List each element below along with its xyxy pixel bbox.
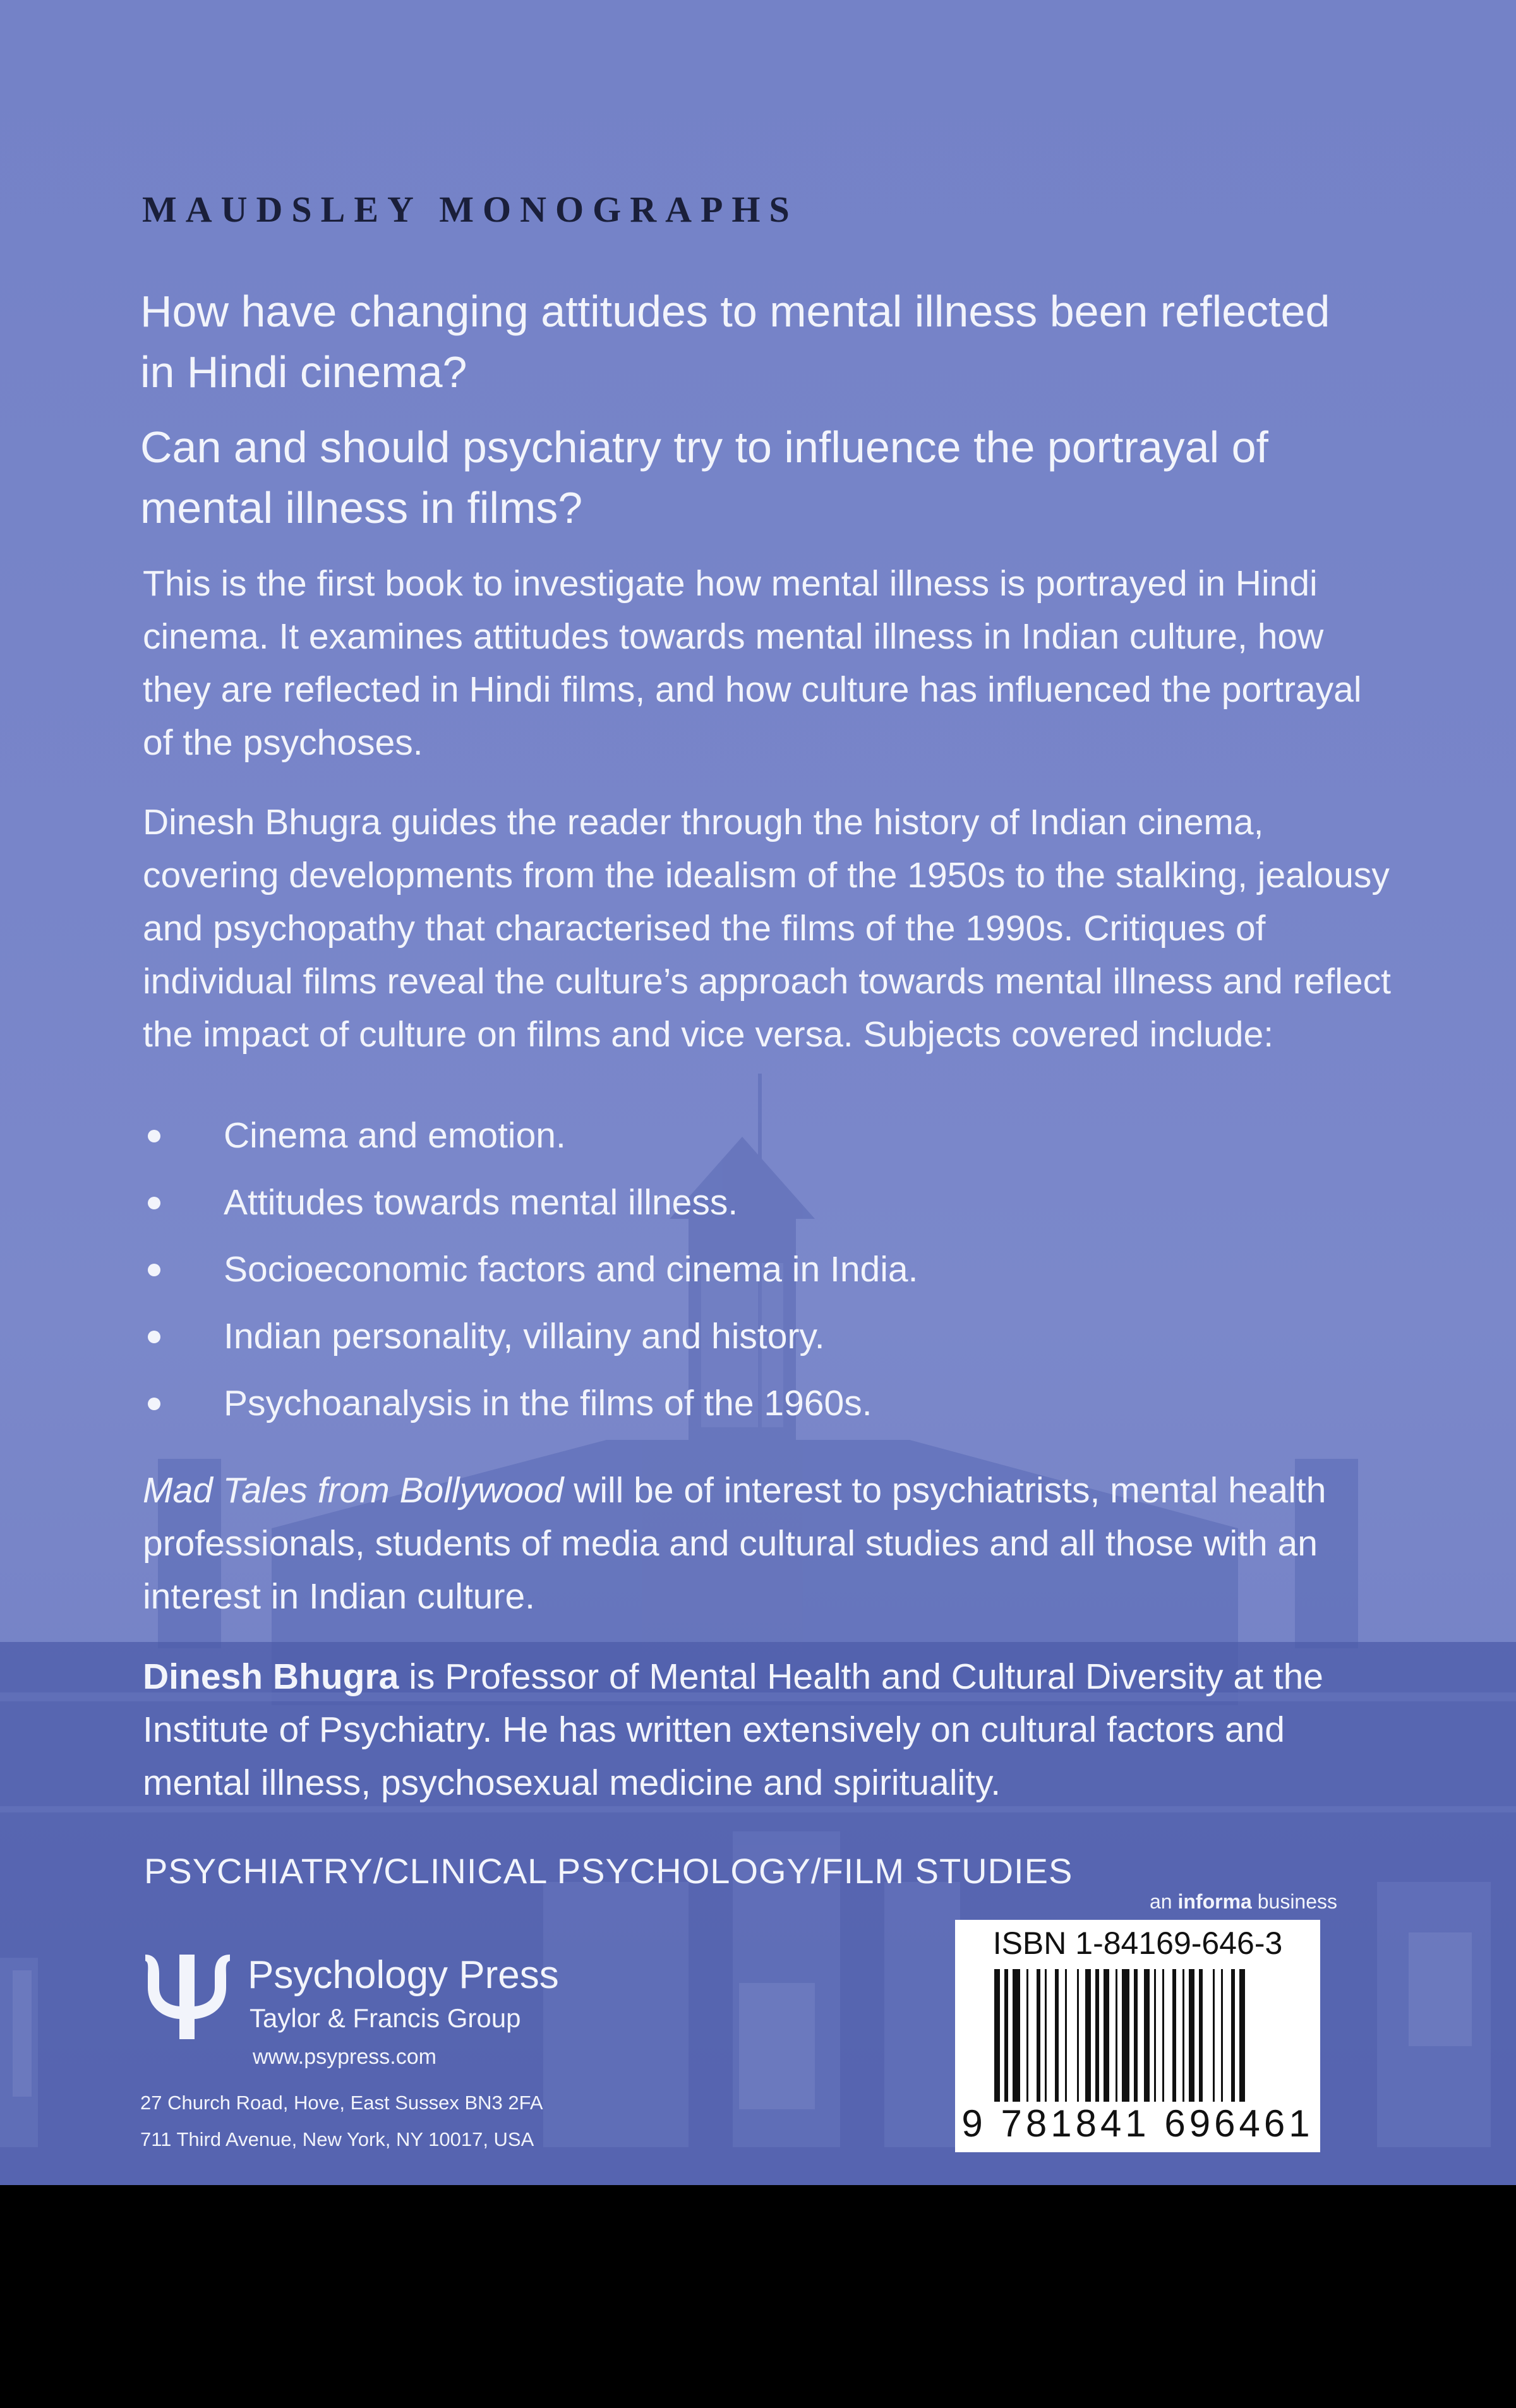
list-item: Psychoanalysis in the films of the 1960s. [143,1382,918,1449]
bullet-icon [148,1398,160,1410]
book-title: Mad Tales from Bollywood [143,1470,564,1511]
barcode-number: 9 781841 696461 [961,2102,1314,2145]
author-name: Dinesh Bhugra [143,1656,399,1697]
publisher-address-us: 711 Third Avenue, New York, NY 10017, USA [140,2128,534,2150]
bullet-icon [148,1264,160,1276]
isbn-label: ISBN 1-84169-646-3 [992,1926,1283,1961]
publisher-website: www.psypress.com [253,2045,436,2069]
bullet-icon [148,1197,160,1209]
interest-paragraph: Mad Tales from Bollywood will be of interest to psychiatrists, mental health professionals, students of media and cultural studies and all those with an interest in Indian culture. [143,1470,1326,1617]
subjects-list [143,1115,918,1449]
psi-icon [140,1948,235,2043]
publisher-group: Taylor & Francis Group [250,2003,521,2033]
list-item: Indian personality, villainy and history. [143,1315,918,1382]
isbn-barcode [955,1920,1320,2152]
subject-category: PSYCHIATRY/CLINICAL PSYCHOLOGY/FILM STUDIES [144,1851,1073,1891]
intro-paragraph: This is the first book to investigate how mental illness is portrayed in Hindi cinema. It examines attitudes towards mental illness in Indian culture, how they are reflected in Hindi films, and how culture has influenced the portrayal of the psychoses. [143,563,1362,763]
bullet-icon [148,1130,160,1142]
series-title: MAUDSLEY MONOGRAPHS [142,189,798,230]
question-1: How have changing attitudes to mental illness been reflected in Hindi cinema? [140,287,1330,397]
author-bio: Dinesh Bhugra is Professor of Mental Health and Cultural Diversity at the Institute of Psychiatry. He has written extensively on cultural factors and mental illness, psychosexual medicine and spirituality. [143,1656,1324,1803]
guide-paragraph: Dinesh Bhugra guides the reader through the history of Indian cinema, covering developments from the idealism of the 1950s to the stalking, jealousy and psychopathy that characterised the films of the 1990s. Critiques of individual films reveal the culture’s approach towards mental illness and reflect the impact of culture on films and vice versa. Subjects covered include: [143,802,1391,1055]
informa-tagline: an informa business [1150,1890,1338,1913]
publisher-address-uk: 27 Church Road, Hove, East Sussex BN3 2FA [140,2092,543,2114]
list-item: Socioeconomic factors and cinema in India. [143,1249,918,1315]
bottom-black-band [0,2185,1516,2408]
question-2: Can and should psychiatry try to influence the portrayal of mental illness in films? [140,422,1268,532]
list-item: Attitudes towards mental illness. [143,1182,918,1249]
list-item: Cinema and emotion. [143,1115,918,1182]
barcode-icon [994,1969,1285,2102]
bullet-icon [148,1331,160,1343]
publisher-name: Psychology Press [248,1953,559,1997]
